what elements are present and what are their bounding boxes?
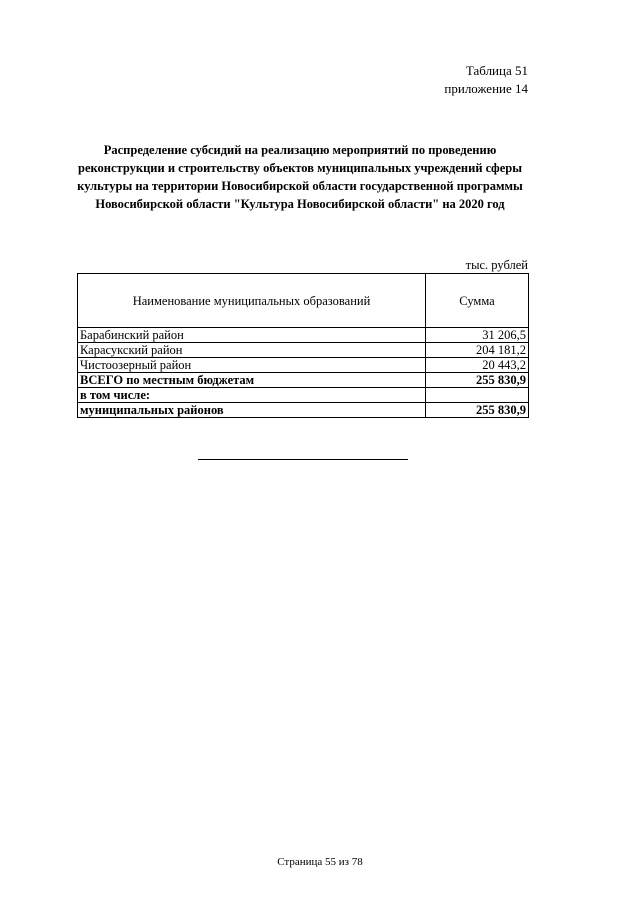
row-sum: 204 181,2: [426, 343, 529, 358]
total-row: [78, 373, 529, 388]
total-name: ВСЕГО по местным бюджетам: [78, 373, 426, 388]
row-name: Карасукский район: [78, 343, 426, 358]
including-sum: [426, 388, 529, 403]
separator-line: [198, 459, 408, 460]
subsidy-table: [77, 273, 529, 418]
document-title: Распределение субсидий на реализацию мероприятий по проведению реконструкции и строительству объектов муниципальных учреждений сферы культуры на территории Новосибирской области государственной программы Новосибирской области "Культура Новосибирской области" на 2020 год: [77, 143, 523, 211]
header-block: [444, 62, 528, 98]
including-label: в том числе:: [78, 388, 426, 403]
table-row: [78, 343, 529, 358]
table-row: [78, 358, 529, 373]
table-row: [78, 328, 529, 343]
appendix-number: приложение 14: [444, 81, 528, 96]
row-sum: 20 443,2: [426, 358, 529, 373]
row-name: Чистоозерный район: [78, 358, 426, 373]
header-name-column: Наименование муниципальных образований: [78, 274, 426, 328]
row-name: Барабинский район: [78, 328, 426, 343]
page-footer: Страница 55 из 78: [277, 856, 363, 868]
total-sum: 255 830,9: [426, 373, 529, 388]
municipal-districts-name: муниципальных районов: [78, 403, 426, 418]
municipal-districts-row: [78, 403, 529, 418]
municipal-districts-sum: 255 830,9: [426, 403, 529, 418]
table-header-row: [78, 274, 529, 328]
row-sum: 31 206,5: [426, 328, 529, 343]
including-row: [78, 388, 529, 403]
header-sum-column: Сумма: [426, 274, 529, 328]
table-number: Таблица 51: [465, 63, 528, 78]
units-label: тыс. рублей: [465, 258, 528, 272]
